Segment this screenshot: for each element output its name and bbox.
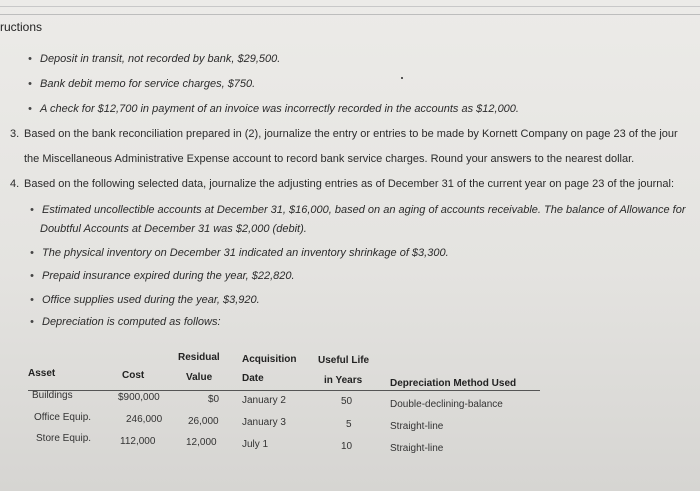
- stray-mark: [401, 77, 403, 79]
- bullet-text: Prepaid insurance expired during the year, $22,820.: [42, 270, 295, 282]
- cell-cost: 112,000: [120, 436, 156, 447]
- bullet-item: [30, 270, 295, 282]
- cell-life: 50: [341, 396, 353, 407]
- cell-life: 10: [341, 441, 353, 452]
- bullet-text: A check for $12,700 in payment of an invoice was incorrectly recorded in the accounts as $12,000.: [40, 103, 519, 115]
- cell-date: January 3: [242, 417, 286, 428]
- item-number: 4.: [10, 178, 20, 190]
- header-acquisition: Acquisition: [242, 354, 297, 365]
- top-divider: [0, 6, 700, 7]
- bullet-dot-icon: •: [30, 294, 34, 306]
- header-divider: [0, 14, 700, 15]
- bullet-dot-icon: •: [28, 53, 32, 65]
- header-residual: Residual: [178, 352, 220, 363]
- bullet-item: [28, 103, 519, 115]
- cell-method: Straight-line: [390, 421, 444, 432]
- cell-method: Straight-line: [390, 443, 444, 454]
- bullet-item: [28, 53, 280, 65]
- bullet-item: [30, 316, 221, 328]
- numbered-item: [10, 128, 678, 140]
- bullet-text: Deposit in transit, not recorded by bank, $29,500.: [40, 53, 281, 65]
- bullet-text: Office supplies used during the year, $3,920.: [42, 294, 260, 306]
- bullet-dot-icon: •: [30, 316, 34, 328]
- cell-asset: Buildings: [32, 390, 73, 401]
- bullet-dot-icon: •: [30, 204, 34, 216]
- header-useful-life-2: in Years: [324, 375, 363, 386]
- bullet-text: Depreciation is computed as follows:: [42, 316, 221, 328]
- cell-residual: 26,000: [188, 416, 219, 427]
- bullet-item: [28, 78, 255, 90]
- bullet-item: [30, 247, 449, 259]
- header-residual-2: Value: [186, 372, 213, 383]
- cell-method: Double-declining-balance: [390, 399, 503, 410]
- bullet-dot-icon: •: [28, 103, 32, 115]
- section-header: ructions: [0, 20, 43, 34]
- header-acquisition-2: Date: [242, 373, 264, 384]
- header-useful-life: Useful Life: [318, 355, 370, 366]
- bullet-dot-icon: •: [30, 247, 34, 259]
- item-text: Based on the bank reconciliation prepared in (2), journalize the entry or entries to be made by Kornett Company on page 23 of the jour: [24, 128, 678, 140]
- header-asset: Asset: [28, 368, 56, 379]
- bullet-dot-icon: •: [28, 78, 32, 90]
- header-cost: Cost: [122, 370, 145, 381]
- cell-asset: Store Equip.: [36, 433, 92, 444]
- cell-life: 5: [346, 419, 352, 430]
- cell-cost: $900,000: [118, 392, 160, 403]
- item-continuation: the Miscellaneous Administrative Expense account to record bank service charges. Round your answers to the nearest dollar.: [24, 153, 635, 165]
- cell-residual: 12,000: [186, 437, 217, 448]
- bullet-dot-icon: •: [30, 270, 34, 282]
- bullet-item: [30, 204, 686, 216]
- bullet-item: [30, 294, 260, 306]
- table-header-rule: [28, 390, 540, 391]
- cell-cost: 246,000: [126, 414, 163, 425]
- bullet-text: Bank debit memo for service charges, $750.: [40, 78, 256, 90]
- cell-asset: Office Equip.: [34, 412, 92, 423]
- cell-date: July 1: [242, 439, 269, 450]
- numbered-item: [10, 178, 674, 190]
- cell-residual: $0: [208, 394, 220, 405]
- item-text: Based on the following selected data, journalize the adjusting entries as of December 31 of the current year on page 23 of the journal:: [24, 178, 675, 190]
- bullet-continuation: Doubtful Accounts at December 31 was $2,000 (debit).: [40, 223, 307, 235]
- cell-date: January 2: [242, 395, 286, 406]
- header-method: Depreciation Method Used: [390, 378, 517, 389]
- item-number: 3.: [10, 128, 20, 140]
- bullet-text: Estimated uncollectible accounts at December 31, $16,000, based on an aging of accounts receivable. The balance of Allowance for: [42, 204, 686, 216]
- bullet-text: The physical inventory on December 31 indicated an inventory shrinkage of $3,300.: [42, 247, 449, 259]
